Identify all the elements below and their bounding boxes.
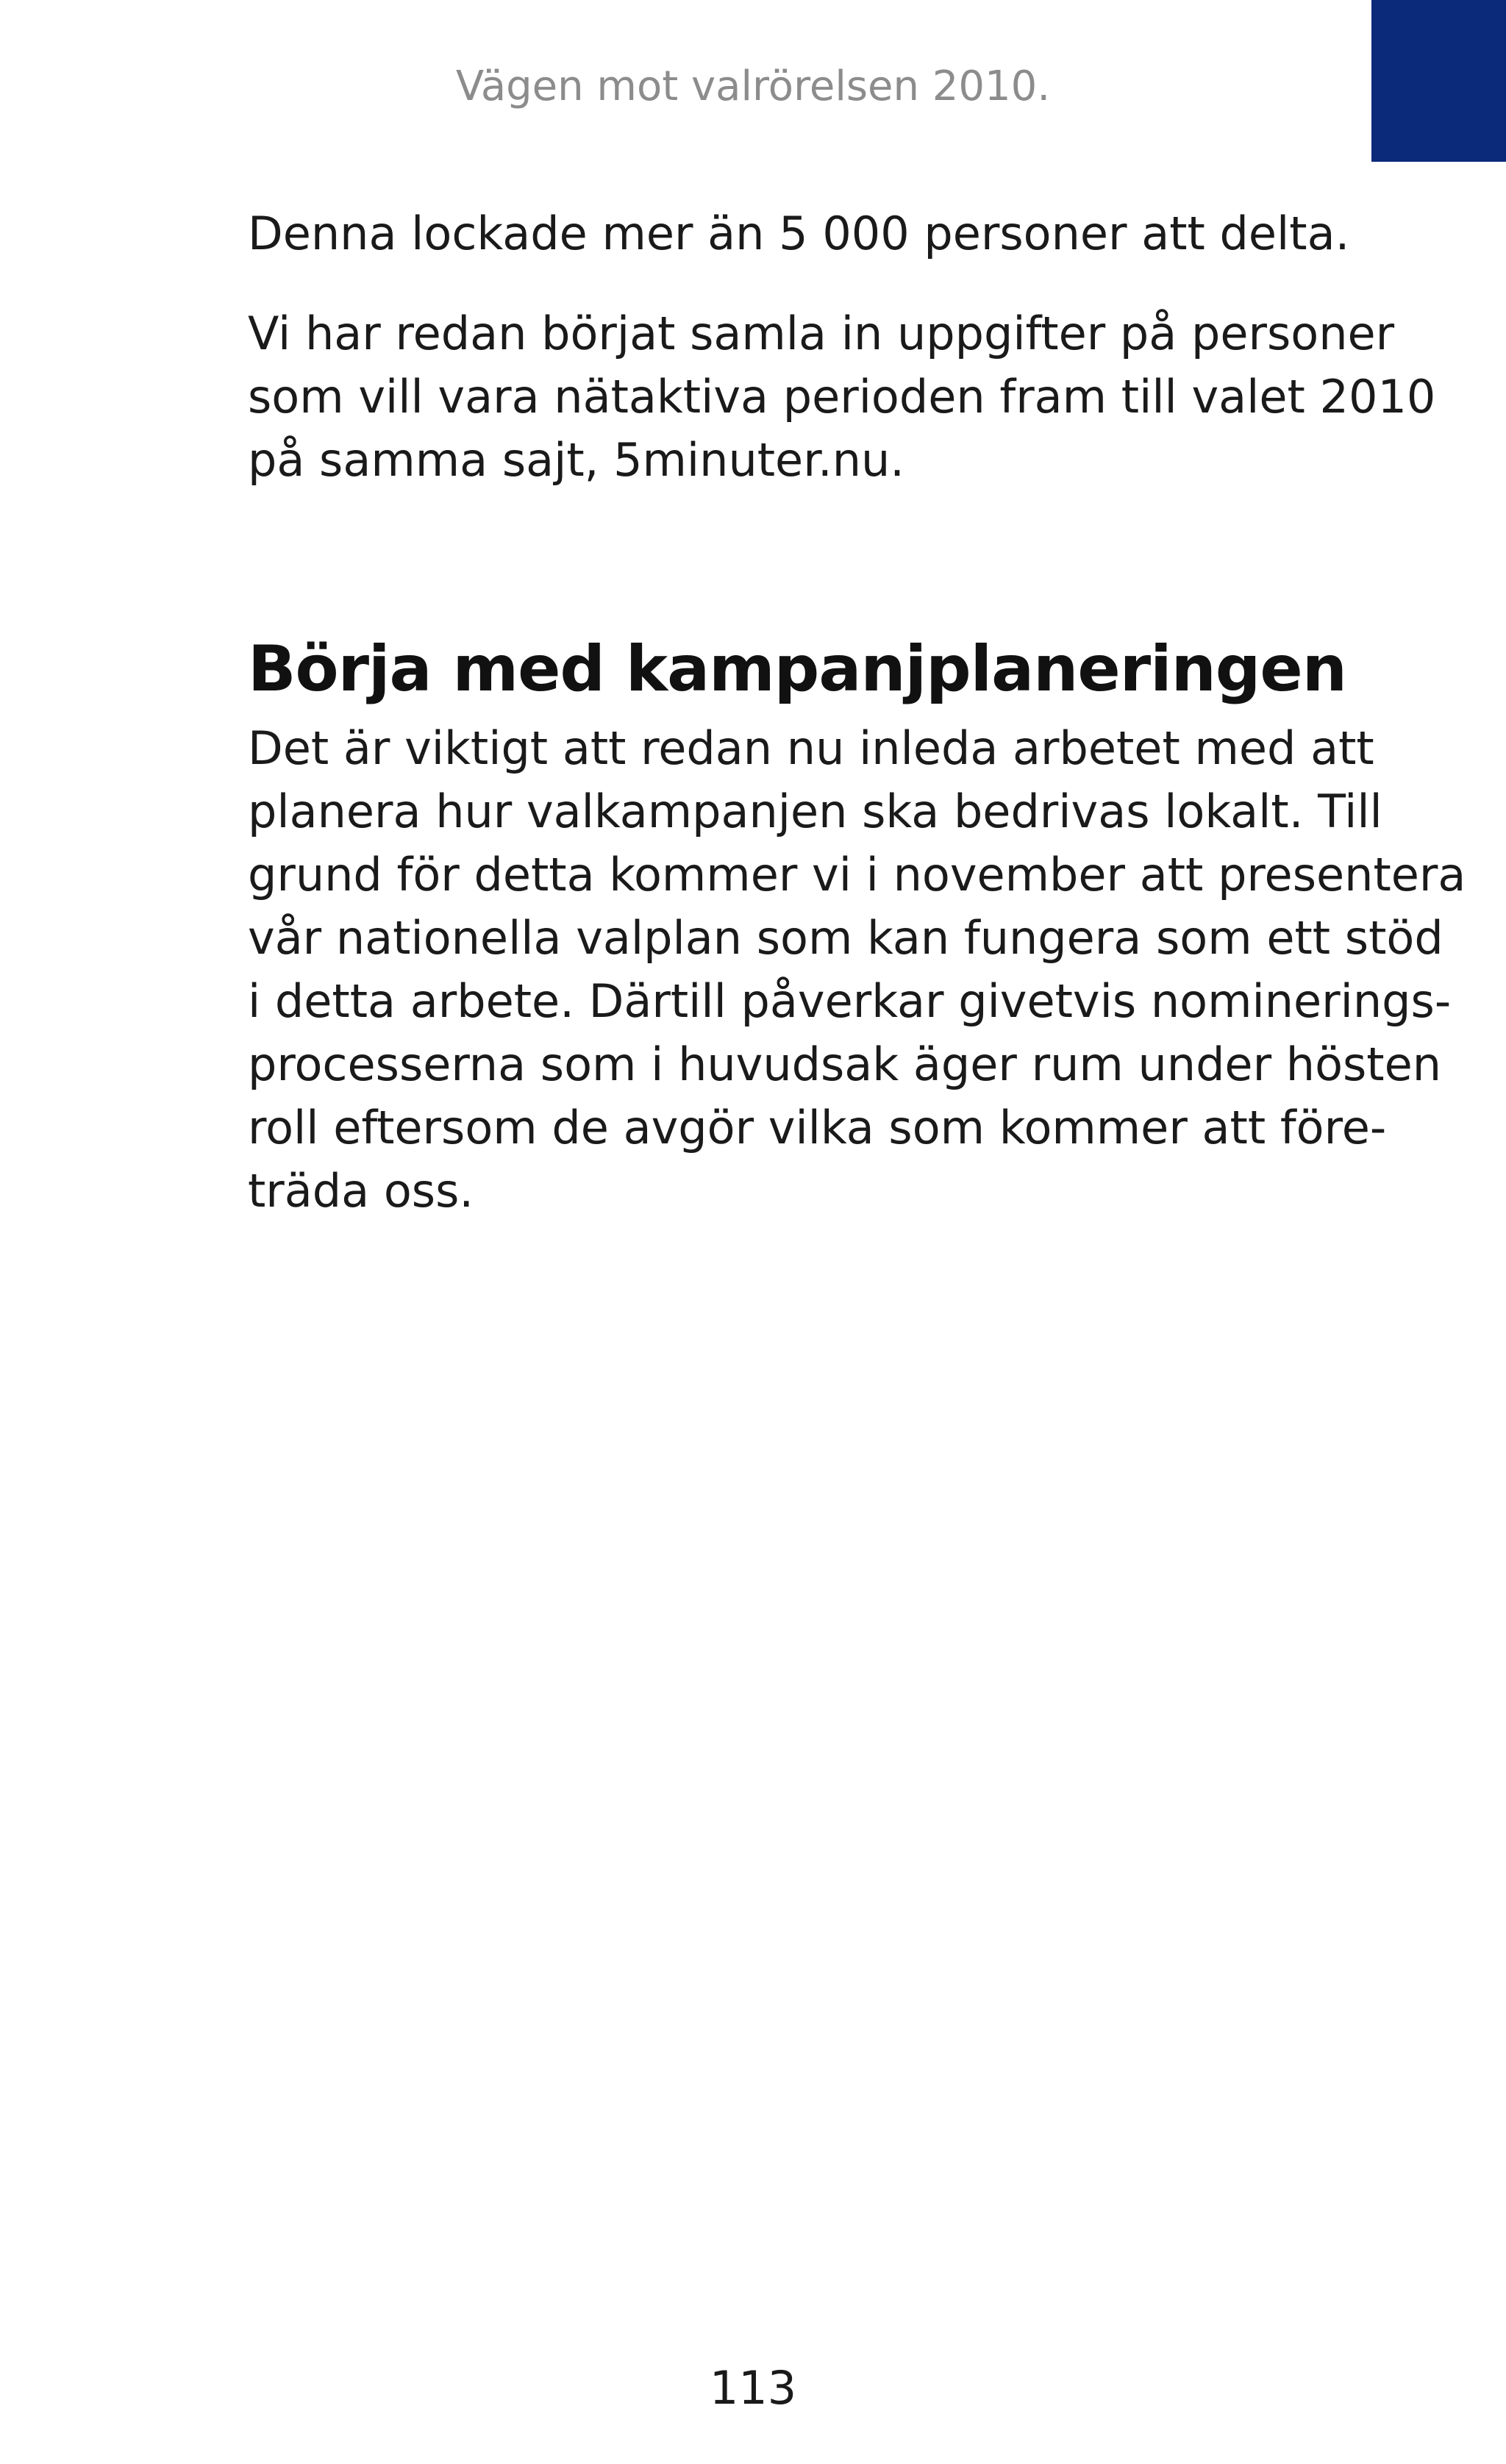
text-line: Vi har redan börjat samla in uppgifter på personer — [248, 307, 1395, 360]
text-line: processerna som i huvudsak äger rum under hösten — [248, 1038, 1442, 1091]
text-line: grund för detta kommer vi i november att presentera — [248, 848, 1466, 901]
text-line: vår nationella valplan som kan fungera som ett stöd — [248, 911, 1443, 965]
text-line: Det är viktigt att redan nu inleda arbetet med att — [248, 721, 1374, 775]
text-line: planera hur valkampanjen ska bedrivas lokalt. Till — [248, 785, 1382, 838]
text-line: träda oss. — [248, 1164, 474, 1218]
text-line: Denna lockade mer än 5 000 personer att delta. — [248, 207, 1350, 260]
paragraph-2 — [248, 302, 1436, 492]
section-heading: Börja med kampanjplaneringen — [248, 632, 1346, 706]
paragraph-3 — [248, 717, 1466, 1223]
text-line: roll eftersom de avgör vilka som kommer att före- — [248, 1101, 1387, 1154]
page-number: 113 — [709, 2361, 797, 2415]
page-body — [248, 202, 1466, 1223]
text-line: som vill vara nätaktiva perioden fram till valet 2010 — [248, 370, 1436, 424]
paragraph-1 — [248, 202, 1351, 265]
text-line: på samma sajt, 5minuter.nu. — [248, 433, 905, 487]
running-header: Vägen mot valrörelsen 2010. — [455, 63, 1051, 110]
text-line: i detta arbete. Därtill påverkar givetvis nominerings- — [248, 974, 1452, 1028]
